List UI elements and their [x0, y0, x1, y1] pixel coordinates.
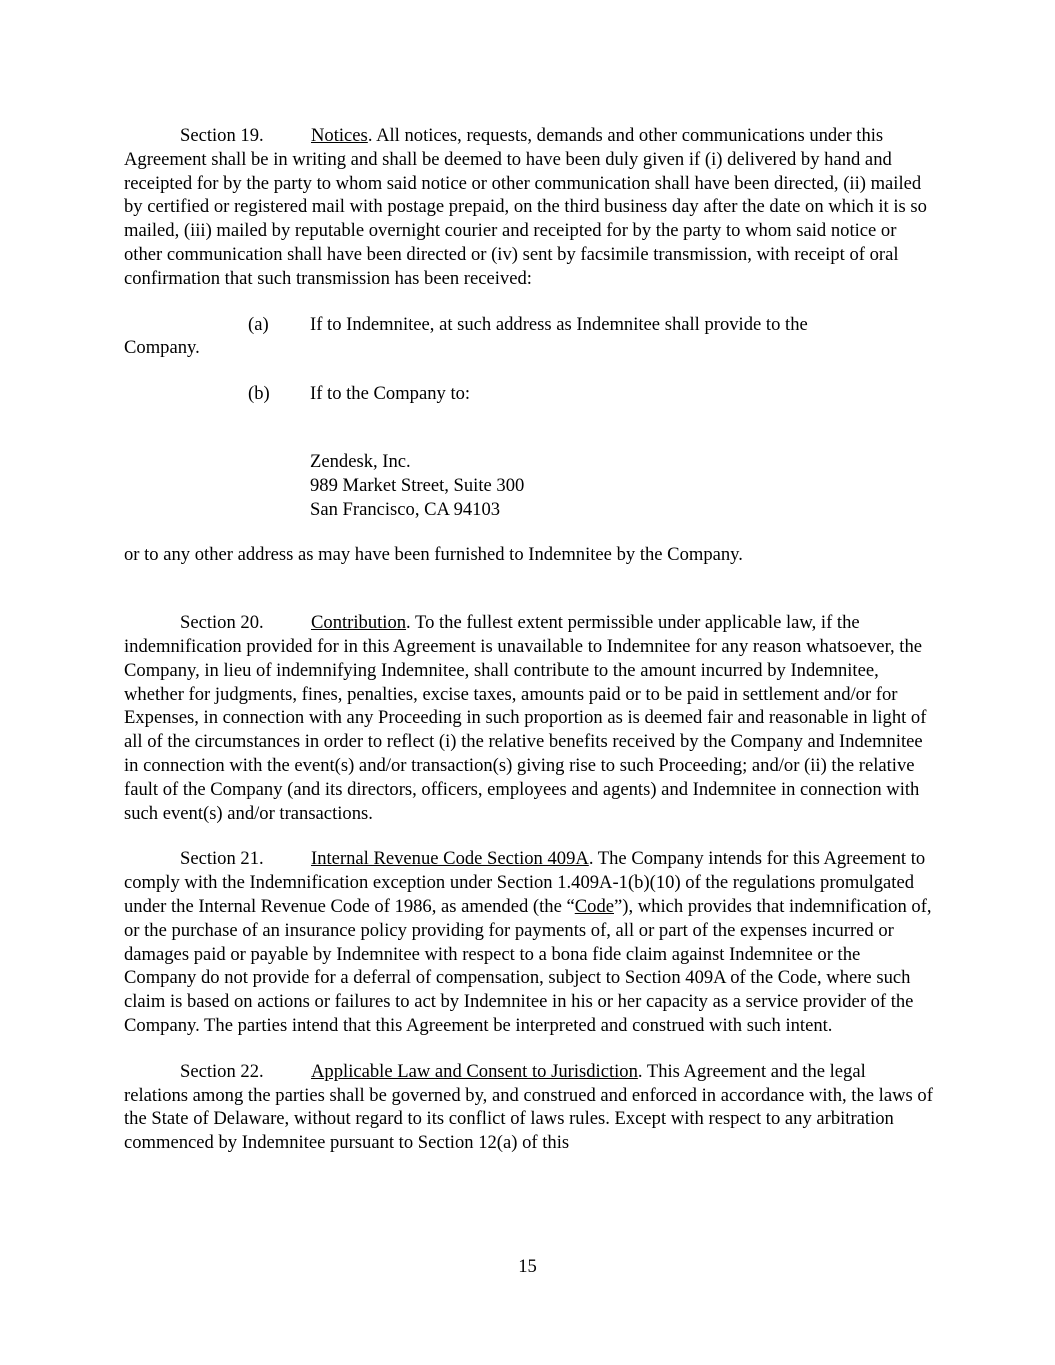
section-20-heading: Contribution — [311, 612, 407, 634]
notice-item-a — [124, 313, 934, 361]
section-21-paragraph — [124, 847, 934, 1037]
address-line-1: Zendesk, Inc. — [310, 450, 411, 472]
company-address — [310, 450, 934, 521]
section-20-paragraph — [124, 611, 934, 825]
section-21-heading: Internal Revenue Code Section 409A — [311, 848, 589, 870]
section-22-body: . This Agreement and the legal relations among the parties shall be governed by, and construed and enforced in accordance with, the laws of the State of Delaware, without regard to its conflict of laws rules. Except with respect to any arbitration commenced by Indemnitee pursuant to Section 12(a) of this — [124, 1060, 933, 1154]
section-20-number: Section 20. — [180, 612, 264, 634]
section-21-body-part1: . The Company intends for this Agreement to comply with the Indemnification exception under Section 1.409A-1(b)(10) of the regulations promulgated under the Internal Revenue Code of 1986, as amended (the “ — [124, 848, 926, 917]
section-19-heading: Notices — [311, 125, 368, 146]
item-b-label: (b) — [248, 383, 270, 405]
defined-term-code: Code — [574, 895, 614, 917]
document-page — [124, 124, 934, 1155]
address-line-3: San Francisco, CA 94103 — [310, 498, 501, 520]
page-number: 15 — [518, 1256, 537, 1277]
section-22-heading: Applicable Law and Consent to Jurisdiction — [311, 1060, 638, 1082]
section-19-closing: or to any other address as may have been furnished to Indemnitee by the Company. — [124, 544, 743, 566]
section-19-body: . All notices, requests, demands and other communications under this Agreement shall be in writing and shall be deemed to have been duly given if (i) delivered by hand and receipted for by the party to whom said notice or other communication shall have been directed, (ii) mailed by certified or registered mail with postage prepaid, on the third business day after the date on which it is so mailed, (iii) mailed by reputable overnight courier and receipted for by the party to whom said notice or other communication shall have been directed or (iv) sent by facsimile transmission, with receipt of oral confirmation that such transmission has been received: — [124, 125, 927, 289]
item-a-text: If to Indemnitee, at such address as Indemnitee shall provide to the — [310, 313, 808, 335]
item-a-label: (a) — [248, 313, 269, 335]
section-20-body: . To the fullest extent permissible under applicable law, if the indemnification provided for in this Agreement is unavailable to Indemnitee for any reason whatsoever, the Company, in lieu of indemnifying Indemnitee, shall contribute to the amount incurred by Indemnitee, whether for judgments, fines, penalties, excise taxes, amounts paid or to be paid in settlement and/or for Expenses, in connection with any Proceeding in such proportion as is deemed fair and reasonable in light of all of the circumstances in order to reflect (i) the relative benefits received by the Company and Indemnitee in connection with the event(s) and/or transaction(s) giving rise to such Proceeding; and/or (ii) the relative fault of the Company (and its directors, officers, employees and agents) and Indemnitee in connection with such event(s) and/or transactions. — [124, 612, 927, 824]
section-21-number: Section 21. — [180, 848, 264, 870]
address-line-2: 989 Market Street, Suite 300 — [310, 474, 525, 496]
section-21-body-part2: ”), which provides that indemnification of, or the purchase of an insurance policy providing for payments of, all or part of the expenses incurred or damages paid or payable by Indemnitee with respect to a bona fide claim against Indemnitee or the Company do not provide for a deferral of compensation, subject to Section 409A of the Code, where such claim is based on actions or failures to act by Indemnitee in his or her capacity as a service provider of the Company. The parties intend that this Agreement be interpreted and construed with such intent. — [124, 895, 932, 1036]
item-a-continuation: Company. — [124, 337, 200, 359]
section-22-number: Section 22. — [180, 1060, 264, 1082]
notice-item-b — [124, 382, 934, 406]
section-22-paragraph — [124, 1060, 934, 1155]
item-b-text: If to the Company to: — [310, 383, 471, 405]
section-19-paragraph — [124, 124, 934, 291]
section-19-number: Section 19. — [180, 125, 264, 146]
